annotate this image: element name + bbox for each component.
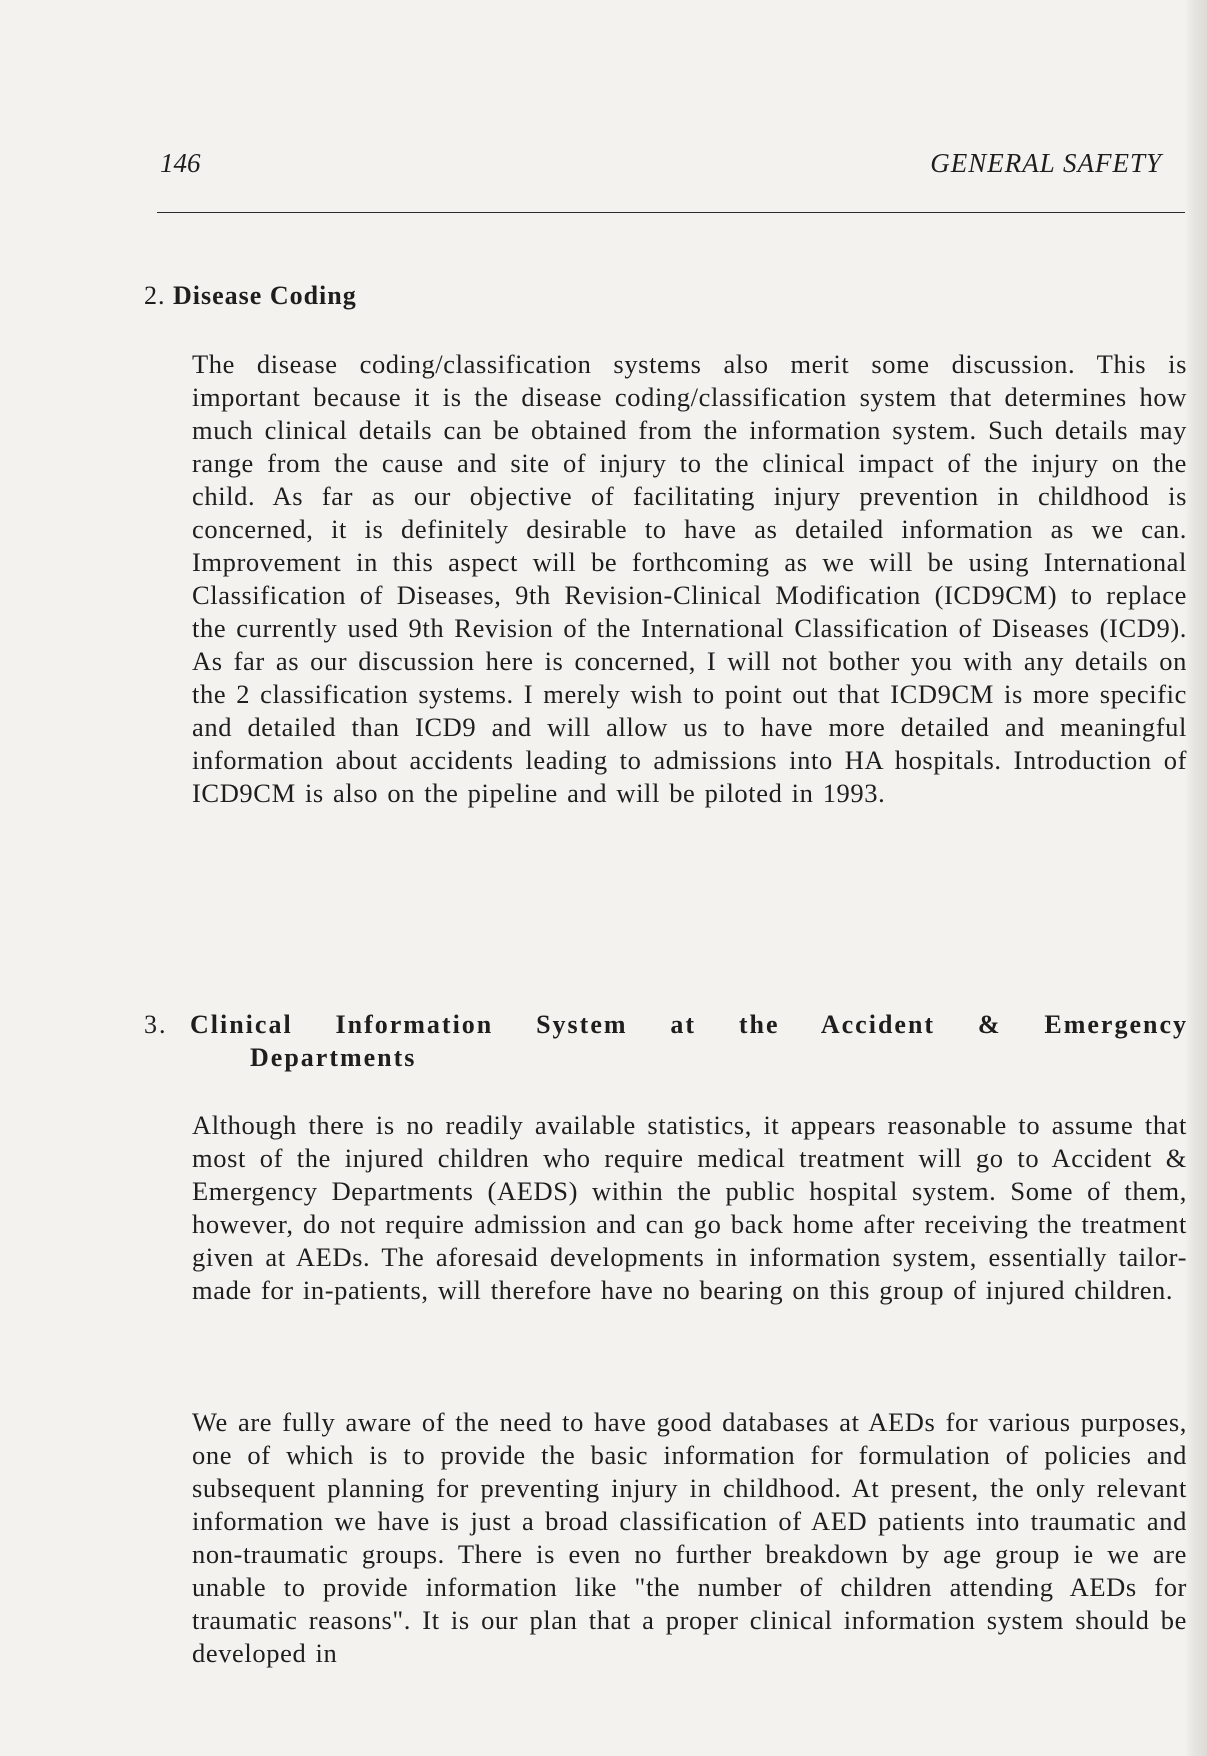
section-2-paragraph: The disease coding/classification systems also merit some discussion. This is important because it is the disease coding/classification system that determines how much clinical details can be obtained from the information system. Such details may range from the cause and site of injury to the clinical impact of the injury on the child. As far as our objective of facilitating injury prevention in childhood is concerned, it is definitely desirable to have as detailed information as we can. Improvement in this aspect will be forthcoming as we will be using International Classification of Diseases, 9th Revision-Clinical Modification (ICD9CM) to replace the currently used 9th Revision of the International Classification of Diseases (ICD9). As far as our discussion here is concerned, I will not bother you with any details on the 2 classification systems. I merely wish to point out that ICD9CM is more specific and detailed than ICD9 and will allow us to have more detailed and meaningful information about accidents leading to admissions into HA hospitals. Introduction of ICD9CM is also on the pipeline and will be piloted in 1993. <box>192 349 1187 808</box>
section-2-title: Disease Coding <box>173 281 357 310</box>
section-3-paragraph-1: Although there is no readily available statistics, it appears reasonable to assume that most of the injured children who require medical treatment will go to Accident & Emergency Departments (AEDS) within the public hospital system. Some of them, however, do not require admission and can go back home after receiving the treatment given at AEDs. The aforesaid developments in information system, essentially tailor-made for in-patients, will therefore have no bearing on this group of injured children. <box>192 1110 1187 1305</box>
page-edge-shadow <box>1185 0 1207 1756</box>
section-3-number: 3. <box>144 1010 168 1039</box>
page-number: 146 <box>160 148 201 178</box>
section-3-title-line1: 3. Clinical Information System at the Accident & Emergency <box>144 1010 1188 1039</box>
section-2-heading <box>144 281 357 311</box>
page-header <box>160 148 1162 188</box>
section-3-title-line2: Departments <box>250 1043 417 1072</box>
header-rule <box>157 212 1185 213</box>
section-3-paragraph-2: We are fully aware of the need to have good databases at AEDs for various purposes, one of which is to provide the basic information for formulation of policies and subsequent planning for preventing injury in childhood. At present, the only relevant information we have is just a broad classification of AED patients into traumatic and non-traumatic groups. There is even no further breakdown by age group ie we are unable to provide information like "the number of children attending AEDs for traumatic reasons". It is our plan that a proper clinical information system should be developed in <box>192 1407 1187 1668</box>
running-title: GENERAL SAFETY <box>930 148 1162 178</box>
section-3-heading <box>144 1008 1188 1074</box>
section-2-number: 2. <box>144 281 166 310</box>
